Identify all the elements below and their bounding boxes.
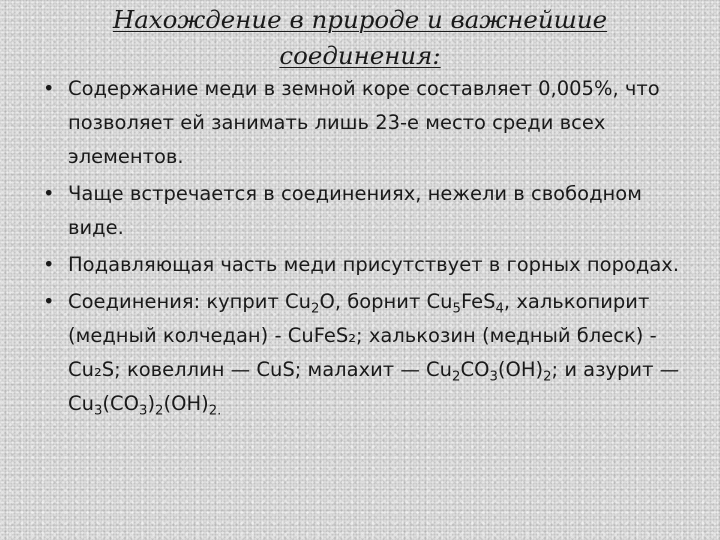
bullet-marker: • — [43, 77, 55, 100]
bullet-marker: • — [43, 182, 55, 205]
bullet-list — [0, 72, 720, 424]
bullet-compounds-frequency — [0, 177, 720, 245]
slide-title — [60, 2, 660, 74]
bullet-text: Чаще встречается в соединениях, нежели в свободном виде. — [68, 182, 642, 239]
bullet-rocks — [0, 248, 720, 282]
compounds-text: Соединения: куприт $Cu_2O$, борнит $Cu_5FeS_4$, халькопирит (медный колчедан) - CuFeS₂; халькозин (медный блеск) - Cu₂S; ковеллин — CuS; малахит — $Cu_2CO_3(OH)_2$; и азурит — $Cu_3(CO_3)_2(OH)_{2.}$ — [68, 290, 680, 419]
bullet-compounds-list — [0, 285, 720, 421]
title-line-2: соединения: — [279, 41, 441, 70]
bullet-copper-abundance — [0, 72, 720, 174]
bullet-text: Содержание меди в земной коре составляет 0,005%, что позволяет ей занимать лишь 23-е место среди всех элементов. — [68, 77, 660, 168]
title-line-1: Нахождение в природе и важнейшие — [112, 5, 608, 34]
bullet-marker: • — [43, 253, 55, 276]
bullet-text: Подавляющая часть меди присутствует в горных породах. — [68, 253, 680, 276]
bullet-marker: • — [43, 290, 55, 313]
